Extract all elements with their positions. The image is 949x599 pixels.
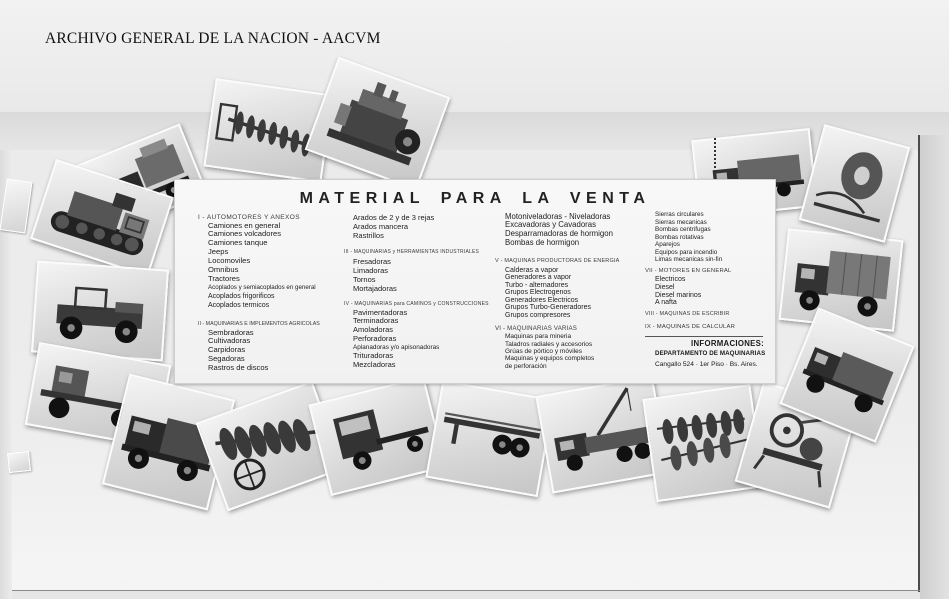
category-item: Pavimentadoras <box>353 307 408 317</box>
category-item: Sembradoras <box>208 327 254 337</box>
info-department: DEPARTAMENTO DE MAQUINARIAS <box>655 350 766 357</box>
category-item: Perforadoras <box>353 333 397 343</box>
category-heading: VII - MOTORES EN GENERAL <box>645 268 732 275</box>
info-address: Cangallo 524 · 1er Piso · Bs. Aires. <box>655 361 758 368</box>
category-heading: V - MAQUINAS PRODUCTORAS DE ENERGIA <box>495 257 620 264</box>
category-item: Segadoras <box>208 354 245 364</box>
category-item: Grúas de pórtico y móviles <box>505 348 582 356</box>
category-item: Locomoviles <box>208 256 251 266</box>
category-heading: IV - MAQUINARIAS para CAMINOS y CONSTRUCCIONES <box>344 300 489 307</box>
board-edge-right <box>918 135 920 592</box>
category-item: Grupos Electrogenos <box>505 289 571 297</box>
category-item: Camiones tanque <box>208 238 268 248</box>
category-item: Bombas centrifugas <box>655 226 711 234</box>
right-frame-strip <box>920 135 949 599</box>
category-block <box>645 323 735 332</box>
category-item: Bombas de hormigon <box>505 237 580 247</box>
category-item: Sierras circulares <box>655 211 704 219</box>
category-item: Arados de 2 y de 3 rejas <box>353 212 435 222</box>
category-item: Electricos <box>655 276 686 284</box>
poster-column-1 <box>198 213 320 374</box>
category-item: Limas mecanicas sin-fin <box>655 256 723 264</box>
category-item: Cultivadoras <box>208 336 251 346</box>
category-block <box>198 320 320 374</box>
category-heading: II - MAQUINARIAS E IMPLEMENTOS AGRICOLAS <box>198 320 320 327</box>
sale-poster <box>174 179 776 384</box>
info-label: INFORMACIONES: <box>691 339 765 348</box>
category-item: Tornos <box>353 274 376 284</box>
board-edge-bottom <box>12 590 920 591</box>
category-item: Bombas rotativas <box>655 233 704 241</box>
army-truck-image <box>781 230 902 329</box>
category-item: A nafta <box>655 299 677 307</box>
category-item: Taladros radiales y accesorios <box>505 340 593 348</box>
category-item: Amoladoras <box>353 325 394 335</box>
info-divider <box>645 336 763 337</box>
poster-column-3 <box>495 213 620 370</box>
category-block <box>198 213 320 311</box>
category-item: Limadoras <box>353 265 389 275</box>
category-item: Camiones en general <box>208 220 281 230</box>
category-item: Aplanadoras y/o apisonadoras <box>353 343 440 351</box>
category-item: Rastros de discos <box>208 363 269 373</box>
category-block <box>495 324 620 369</box>
category-item: Camiones volcadores <box>208 229 282 239</box>
category-item: Equipos para incendio <box>655 248 718 256</box>
poster-column-2 <box>344 213 489 371</box>
category-item: Fresadoras <box>353 256 391 266</box>
category-item: Trituradoras <box>353 351 394 361</box>
category-item: Diesel <box>655 284 675 292</box>
category-block <box>344 300 489 371</box>
category-block <box>645 310 735 319</box>
photo-fragment <box>7 451 31 473</box>
category-heading: IX - MAQUINAS DE CALCULAR <box>645 324 736 331</box>
category-item: Generadores a vapor <box>505 274 572 282</box>
category-item: Acoplados frigorificos <box>208 292 275 300</box>
category-item: Motoniveladoras - Niveladoras <box>505 211 611 221</box>
category-item: Acoplados y semiacoplados en general <box>208 283 316 291</box>
category-item: de perforación <box>505 362 547 370</box>
category-heading: VIII - MAQUINAS DE ESCRIBIR <box>645 311 730 318</box>
trailer-chassis-image <box>428 382 553 495</box>
category-block <box>645 267 735 307</box>
category-item: Aparejos <box>655 241 680 249</box>
category-item: Turbo - alternadores <box>505 281 569 289</box>
category-block <box>495 256 620 320</box>
category-item: Grupos compresores <box>505 311 571 319</box>
wall-top <box>0 0 949 112</box>
category-item: Desparramadoras de hormigon <box>505 229 613 239</box>
category-item: Grupos Turbo-Generadores <box>505 304 591 312</box>
category-item: Calderas a vapor <box>505 266 559 274</box>
category-item: Rastrillos <box>353 230 384 240</box>
hanging-chain <box>714 138 716 180</box>
poster-title: MATERIAL PARA LA VENTA <box>299 190 651 207</box>
category-heading: VI - MAQUINARIAS VARIAS <box>495 325 578 333</box>
category-item: Jeeps <box>208 247 229 257</box>
category-item: Terminadoras <box>353 316 399 326</box>
category-item: Diesel marinos <box>655 291 702 299</box>
category-item: Arados mancera <box>353 221 409 231</box>
category-item: Acoplados termicos <box>208 301 270 309</box>
category-item: Generadores Electricos <box>505 296 579 304</box>
category-heading: I - AUTOMOTORES Y ANEXOS <box>198 213 300 221</box>
category-heading: III - MAQUINARIAS y HERRAMIENTAS INDUSTRIALES <box>344 248 480 255</box>
category-block <box>344 213 489 240</box>
category-item: Excavadoras y Cavadoras <box>505 220 597 230</box>
category-item: Carpidoras <box>208 345 246 355</box>
category-item: Omnibus <box>208 265 239 275</box>
category-item: Mezcladoras <box>353 360 396 370</box>
category-item: Sierras mecanicas <box>655 218 707 226</box>
category-item: Maquinas y equipos completos <box>505 355 595 363</box>
category-item: Maquinas para mineria <box>505 333 572 341</box>
category-block <box>344 248 489 293</box>
archive-watermark: ARCHIVO GENERAL DE LA NACION - AACVM <box>45 30 381 47</box>
category-block <box>645 211 735 264</box>
category-block <box>495 213 620 248</box>
category-item: Tractores <box>208 273 240 283</box>
poster-column-4 <box>645 211 735 332</box>
category-item: Mortajadoras <box>353 283 397 293</box>
